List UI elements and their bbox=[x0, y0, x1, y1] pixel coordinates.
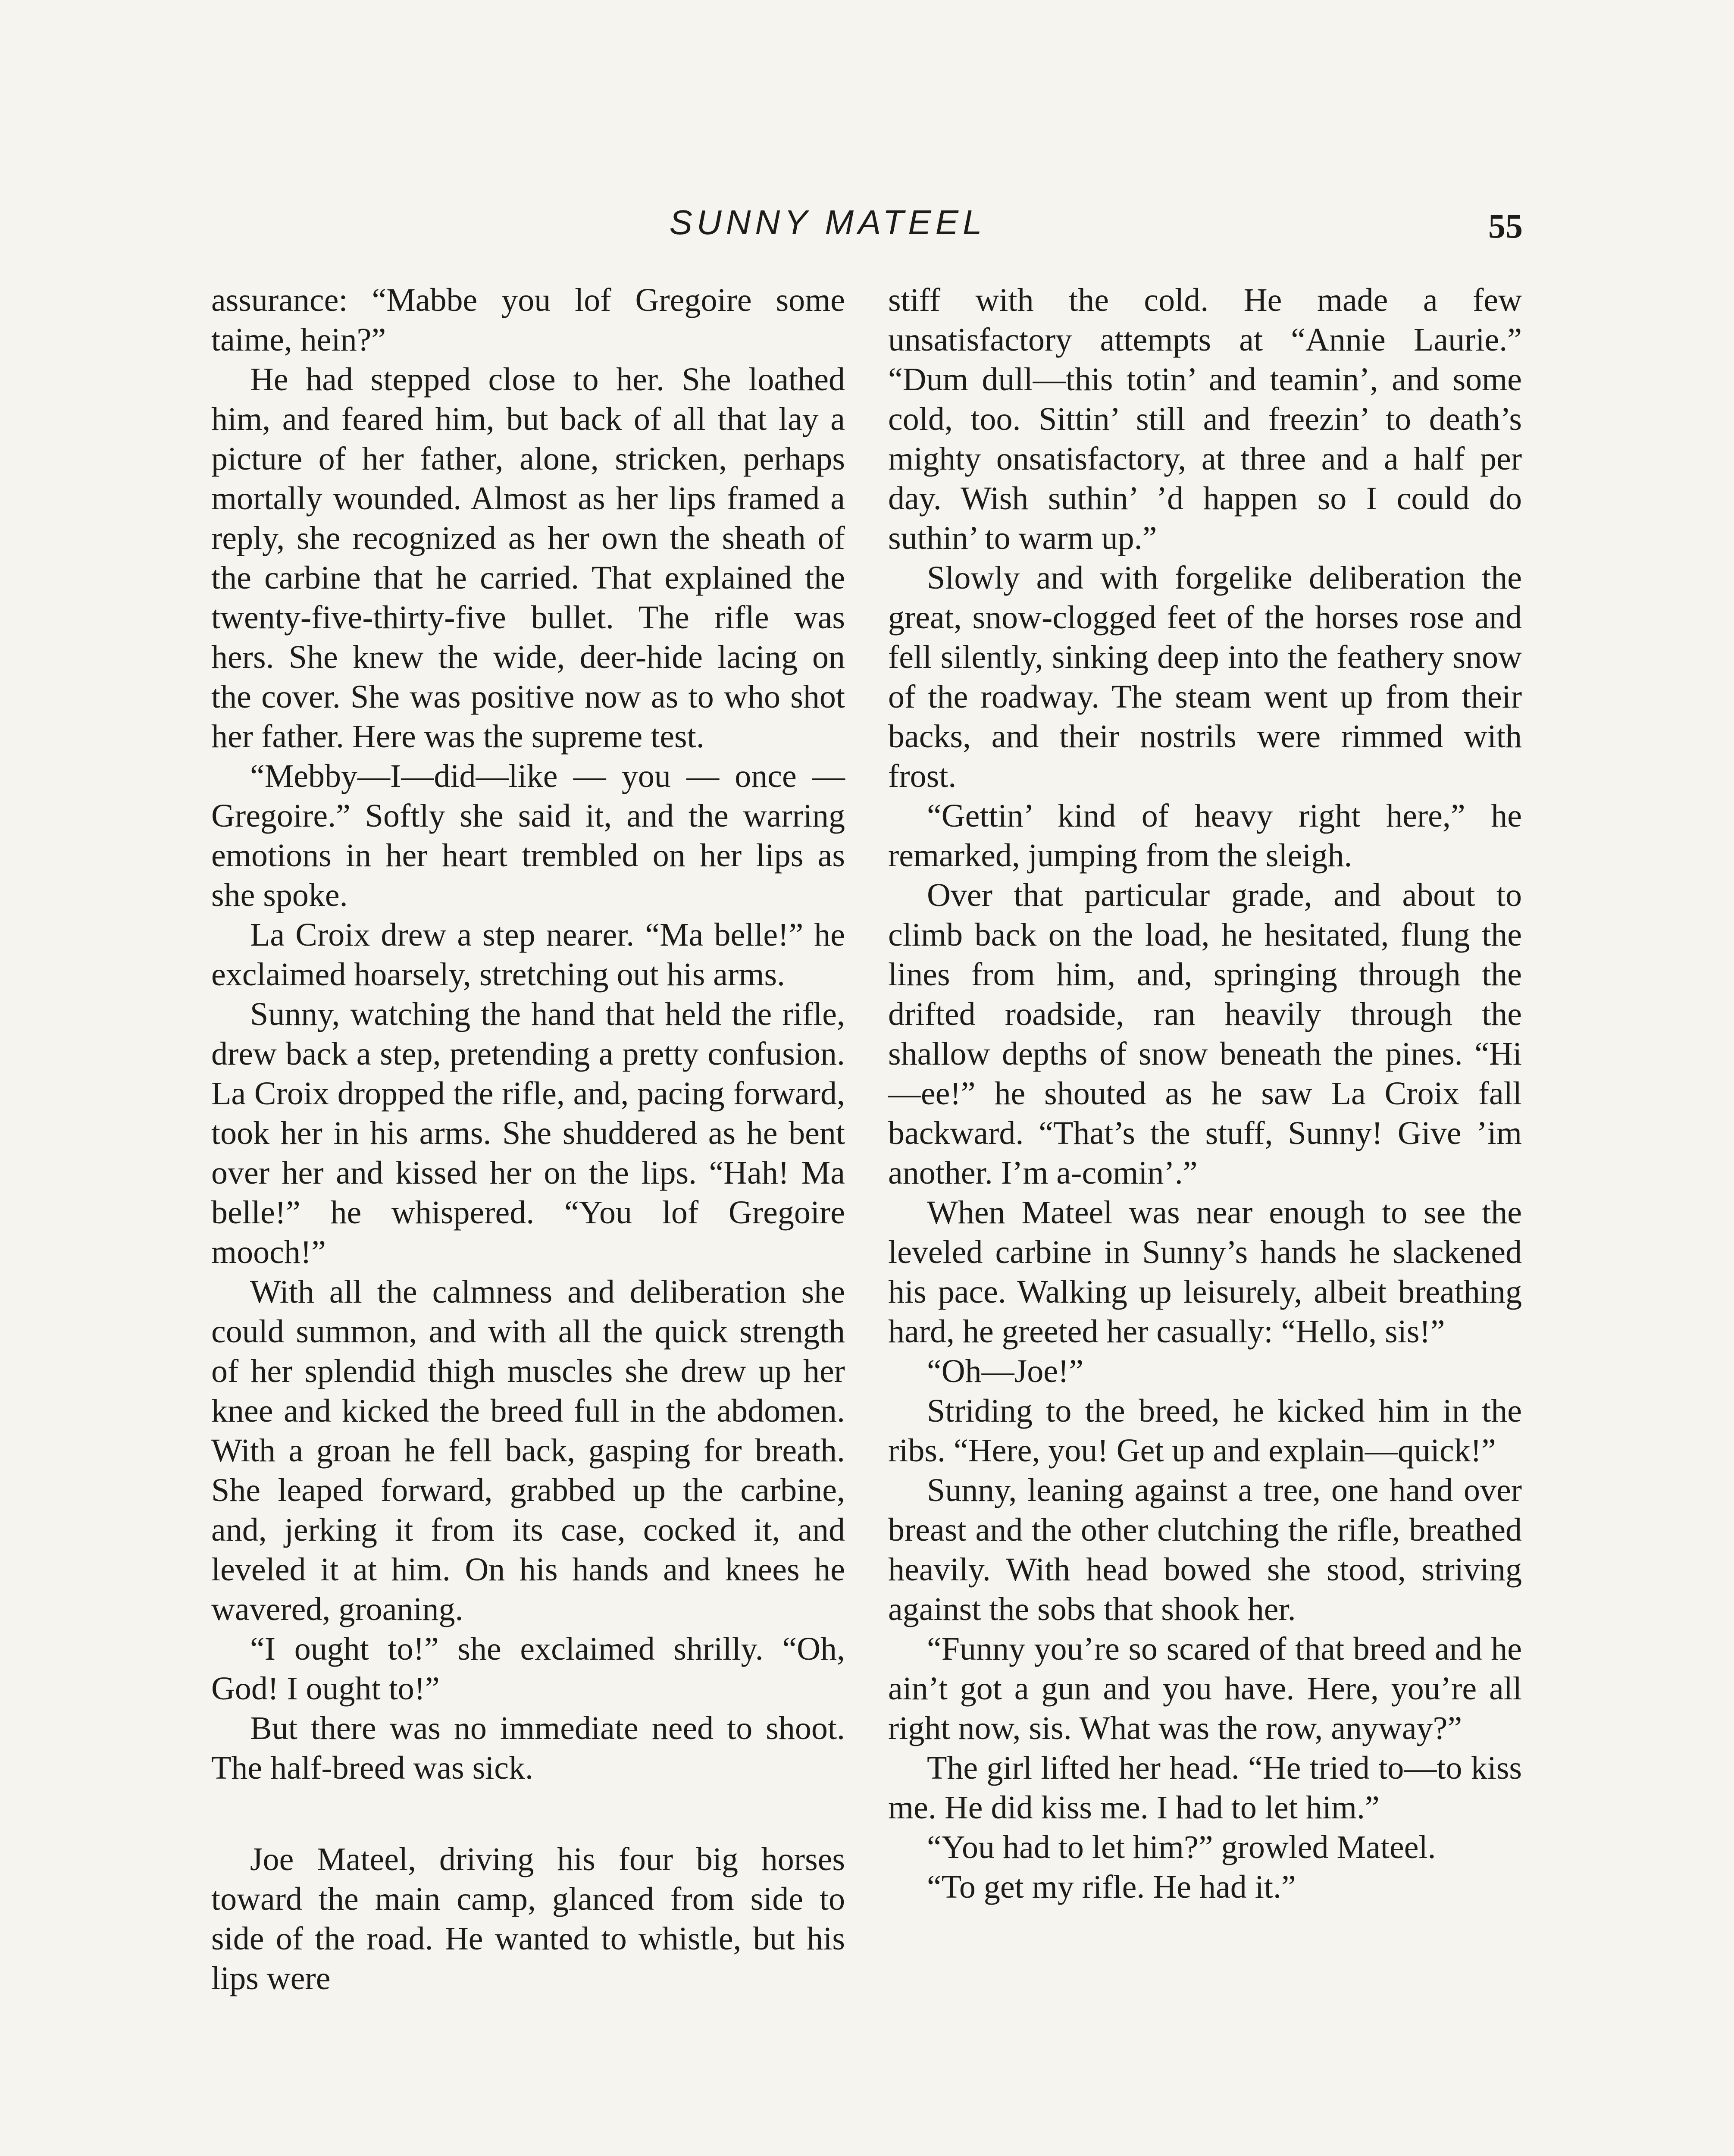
paragraph: “Mebby—I—did—like — you — once —Gregoire.” Softly she said it, and the warring emotions in her heart trembled on her lips as she spoke. bbox=[211, 758, 845, 913]
paragraph: Sunny, watching the hand that held the rifle, drew back a step, pretending a pretty confusion. La Croix dropped the rifle, and, pacing forward, took her in his arms. She shuddered as he bent over her and kissed her on the lips. “Hah! Ma belle!” he whispered. “You lof Gregoire mooch!” bbox=[211, 996, 845, 1270]
paragraph: With all the calmness and deliberation she could summon, and with all the quick strength of her splendid thigh muscles she drew up her knee and kicked the breed full in the abdomen. With a groan he fell back, gasping for breath. She leaped forward, grabbed up the carbine, and, jerking it from its case, cocked it, and leveled it at him. On his hands and knees he wavered, groaning. bbox=[211, 1274, 845, 1627]
paragraph: “Gettin’ kind of heavy right here,” he remarked, jumping from the sleigh. bbox=[888, 798, 1522, 874]
paragraph: Sunny, leaning against a tree, one hand over breast and the other clutching the rifle, breathed heavily. With head bowed she stood, striving against the sobs that shook her. bbox=[888, 1472, 1522, 1627]
paragraph: assurance: “Mabbe you lof Gregoire some taime, hein?” bbox=[211, 282, 845, 358]
paragraph: Joe Mateel, driving his four big horses toward the main camp, glanced from side to side of the road. He wanted to whistle, but his lips were bbox=[211, 1841, 845, 1996]
paragraph: “Funny you’re so scared of that breed and he ain’t got a gun and you have. Here, you’re all right now, sis. What was the row, anyway?” bbox=[888, 1631, 1522, 1746]
paragraph: He had stepped close to her. She loathed him, and feared him, but back of all that lay a picture of her father, alone, stricken, perhaps mortally wounded. Almost as her lips framed a reply, she recognized as her own the sheath of the carbine that he carried. That explained the twenty-five-thirty-five bullet. The rifle was hers. She knew the wide, deer-hide lacing on the cover. She was positive now as to who shot her father. Here was the supreme test. bbox=[211, 361, 845, 755]
running-title: SUNNY MATEEL bbox=[669, 203, 986, 241]
paragraph: Slowly and with forgelike deliberation the great, snow-clogged feet of the horses rose and fell silently, sinking deep into the feathery snow of the roadway. The steam went up from their backs, and their nostrils were rimmed with frost. bbox=[888, 560, 1522, 794]
paragraph: “To get my rifle. He had it.” bbox=[927, 1869, 1296, 1905]
paragraph: “I ought to!” she exclaimed shrilly. “Oh, God! I ought to!” bbox=[211, 1631, 845, 1707]
paragraph: “Oh—Joe!” bbox=[927, 1353, 1083, 1389]
right-column bbox=[888, 280, 1522, 1907]
paragraph: stiff with the cold. He made a few unsatisfactory attempts at “Annie Laurie.” “Dum dull—this totin’ and teamin’, and some cold, too. Sittin’ still and freezin’ to death’s mighty onsatisfactory, at three and a half per day. Wish suthin’ ’d happen so I could do suthin’ to warm up.” bbox=[888, 282, 1522, 556]
paragraph: Striding to the breed, he kicked him in the ribs. “Here, you! Get up and explain—quick!” bbox=[888, 1393, 1522, 1469]
paragraph: “You had to let him?” growled Mateel. bbox=[927, 1829, 1436, 1865]
paragraph: But there was no immediate need to shoot. The half-breed was sick. bbox=[211, 1710, 845, 1786]
page-number: 55 bbox=[1488, 207, 1523, 245]
paragraph: When Mateel was near enough to see the leveled carbine in Sunny’s hands he slackened his pace. Walking up leisurely, albeit breathing hard, he greeted her casually: “Hello, sis!” bbox=[888, 1194, 1522, 1350]
left-column bbox=[211, 280, 845, 1998]
paragraph: La Croix drew a step nearer. “Ma belle!” he exclaimed hoarsely, stretching out his arms. bbox=[211, 917, 845, 993]
paragraph: Over that particular grade, and about to climb back on the load, he hesitated, flung the lines from him, and, springing through the drifted roadside, ran heavily through the shallow depths of snow beneath the pines. “Hi—ee!” he shouted as he saw La Croix fall backward. “That’s the stuff, Sunny! Give ’im another. I’m a-comin’.” bbox=[888, 877, 1522, 1191]
paragraph: The girl lifted her head. “He tried to—to kiss me. He did kiss me. I had to let him.” bbox=[888, 1750, 1522, 1826]
